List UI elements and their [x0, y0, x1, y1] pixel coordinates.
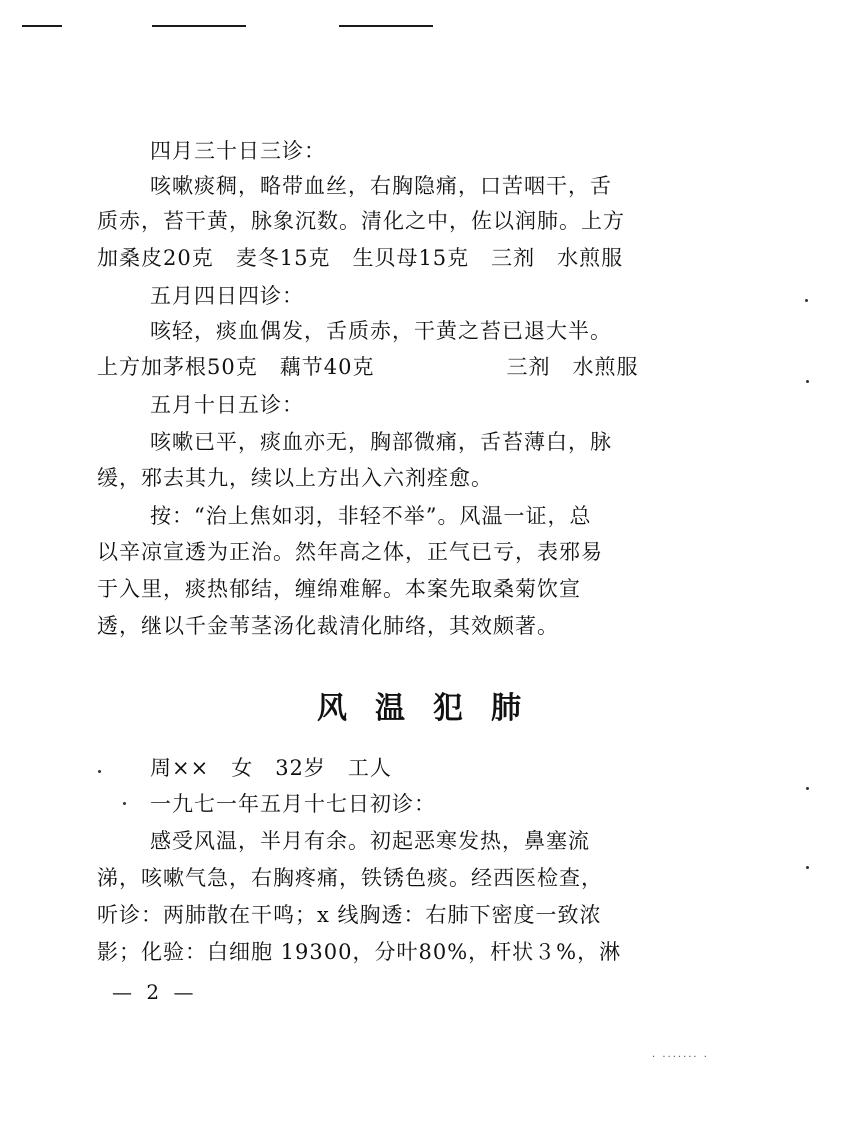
scan-speck: [806, 866, 809, 869]
visit3-line-2: 质赤，苔干黄，脉象沉数。清化之中，佐以润肺。上方: [97, 209, 625, 233]
scan-speck: [806, 787, 809, 790]
top-rule-middle: [152, 25, 246, 27]
visit4-line-1: 咳轻，痰血偶发，舌质赤，干黄之苔已退大半。: [150, 319, 612, 343]
visit4-line-2: 上方加茅根50克 藕节40克 三剂 水煎服: [97, 355, 639, 379]
scan-speck: [123, 802, 126, 805]
first-visit-line-2: 涕，咳嗽气急，右胸疼痛，铁锈色痰。经西医检查，: [97, 866, 603, 890]
visit5-line-2: 缓，邪去其九，续以上方出入六剂痊愈。: [97, 466, 493, 490]
visit3-line-1: 咳嗽痰稠，略带血丝，右胸隐痛，口苦咽干，舌: [150, 174, 612, 198]
visit3-line-3: 加桑皮20克 麦冬15克 生贝母15克 三剂 水煎服: [97, 246, 624, 270]
note-line-3: 于入里，痰热郁结，缠绵难解。本案先取桑菊饮宣: [97, 577, 581, 601]
section-title: 风温犯肺: [317, 691, 549, 726]
first-visit-line-4: 影；化验：白细胞 19300，分叶80%，杆状３%，淋: [97, 940, 622, 964]
first-visit-heading: 一九七一年五月十七日初诊：: [150, 792, 436, 816]
patient-info: 周×× 女 32岁 工人: [150, 756, 392, 780]
visit4-heading: 五月四日四诊：: [150, 284, 304, 308]
scan-speck: [806, 380, 809, 383]
top-rule-left: [22, 25, 62, 27]
note-line-1: 按：“治上焦如羽，非轻不举”。风温一证，总: [150, 504, 592, 528]
note-line-4: 透，继以千金苇茎汤化裁清化肺络，其效颇著。: [97, 614, 559, 638]
first-visit-line-1: 感受风温，半月有余。初起恶寒发热，鼻塞流: [150, 829, 590, 853]
scan-speck: [805, 299, 808, 302]
page-number: — 2 —: [112, 980, 198, 1004]
first-visit-line-3: 听诊：两肺散在干鸣；x 线胸透：右肺下密度一致浓: [97, 903, 602, 927]
scan-dots: · ······· ·: [652, 1052, 709, 1063]
scan-speck: [98, 770, 101, 773]
visit5-heading: 五月十日五诊：: [150, 393, 304, 417]
note-line-2: 以辛凉宣透为正治。然年高之体，正气已亏，表邪易: [97, 540, 603, 564]
top-rule-right: [339, 25, 433, 27]
visit3-heading: 四月三十日三诊：: [150, 139, 326, 163]
visit5-line-1: 咳嗽已平，痰血亦无，胸部微痛，舌苔薄白，脉: [150, 430, 612, 454]
